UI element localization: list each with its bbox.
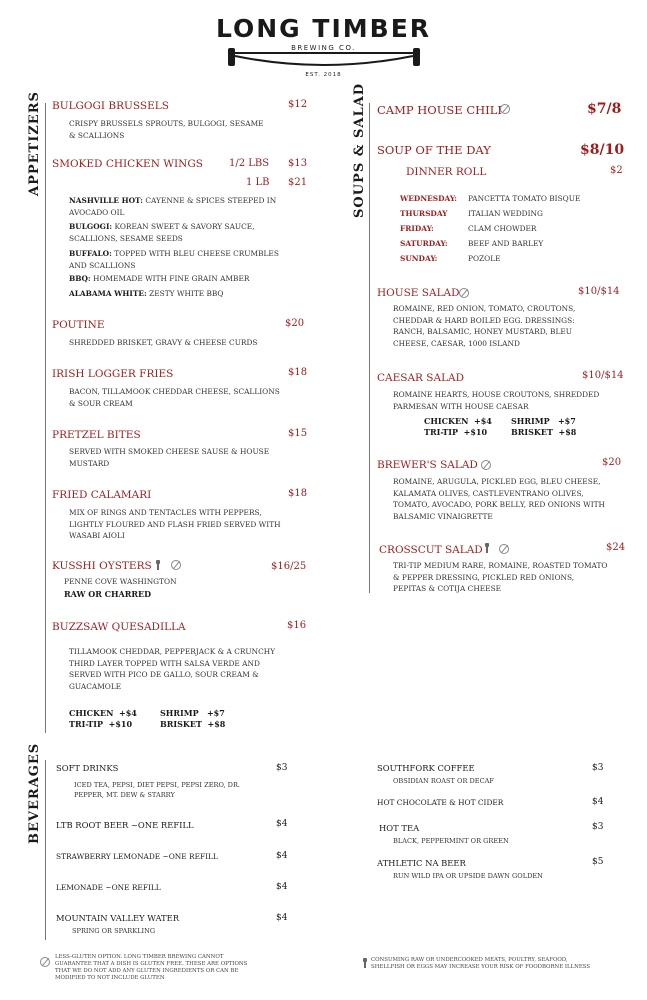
price-brewers-salad: $20 (602, 457, 622, 468)
item-crosscut-salad: CROSSCUT SALAD (379, 544, 483, 556)
soup-thursday: ITALIAN WEDDING (468, 209, 543, 218)
price-house-salad: $10/$14 (578, 286, 620, 297)
soup-day-saturday: SATURDAY: (400, 239, 448, 248)
soup-saturday: BEEF AND BARLEY (468, 239, 544, 248)
price-camp-house-chili: $7/8 (587, 101, 622, 117)
item-dinner-roll: DINNER ROLL (406, 166, 487, 178)
desc-brewers-salad: ROMAINE, ARUGULA, PICKLED EGG, BLEU CHEESE, KALAMATA OLIVES, CASTLEVENTRANO OLIVES, TOMATO, AVOCADO, PORK BELLY, RED ONIONS WITH BALSAMIC VINAIGRETTE (393, 477, 605, 521)
desc-house-salad: ROMAINE, RED ONION, TOMATO, CROUTONS, CHEDDAR & HARD BOILED EGG. DRESSINGS: RANCH, BALSAMIC, HONEY MUSTARD, BLEU CHEESE, CAESAR, 1000 ISLAND (393, 304, 576, 348)
price-crosscut-salad: $24 (606, 542, 626, 553)
bev-soft-drinks: SOFT DRINKS (56, 763, 119, 773)
item-house-salad: HOUSE SALAD (377, 287, 460, 299)
sauce-nashville: NASHVILLE HOT: CAYENNE & SPICES STEEPED IN AVOCADO OIL (69, 196, 277, 217)
beverages-divider (45, 760, 46, 940)
price-bulgogi-brussels: $12 (288, 99, 308, 110)
soup-day-wednesday: WEDNESDAY: (400, 194, 457, 203)
oysters-option: RAW OR CHARRED (64, 589, 152, 599)
caesar-addon-chicken: CHICKEN +$4 (424, 416, 492, 426)
price-wings-half: $13 (288, 158, 308, 169)
appetizers-divider (45, 103, 46, 733)
bev-southfork-coffee: SOUTHFORK COFFEE (377, 763, 475, 773)
gluten-free-icon (481, 460, 491, 470)
sauce-alabama: ALABAMA WHITE: ZESTY WHITE BBQ (69, 289, 224, 298)
bev-athletic-na-beer: ATHLETIC NA BEER (377, 858, 466, 868)
price-fried-calamari: $18 (288, 488, 308, 499)
saw-logo-icon (228, 40, 420, 72)
item-bulgogi-brussels: BULGOGI BRUSSELS (52, 100, 169, 112)
price-kusshi-oysters: $16/25 (271, 561, 307, 572)
desc-southfork-coffee: OBSIDIAN ROAST OR DECAF (393, 777, 494, 785)
item-poutine: POUTINE (52, 319, 105, 331)
desc-crosscut-salad: TRI-TIP MEDIUM RARE, ROMAINE, ROASTED TOMATO & PEPPER DRESSING, PICKLED RED ONIONS, PEPITAS & COTIJA CHEESE (393, 561, 608, 593)
desc-bulgogi-brussels: CRISPY BRUSSELS SPROUTS, BULGOGI, SESAME & SCALLIONS (69, 119, 264, 140)
raw-food-disclaimer: CONSUMING RAW OR UNDERCOOKED MEATS, POULTRY, SEAFOOD, SHELLFISH OR EGGS MAY INCREASE YOUR RISK OF FOODBORNE ILLNESS (371, 957, 591, 970)
item-smoked-wings: SMOKED CHICKEN WINGS (52, 158, 203, 170)
price-dinner-roll: $2 (610, 165, 623, 176)
price-caesar-salad: $10/$14 (582, 370, 624, 381)
soup-day-thursday: THURSDAY (400, 209, 448, 218)
wings-size-half: 1/2 LBS (229, 158, 270, 169)
brand-subtitle: BREWING CO. (291, 44, 356, 52)
bev-mountain-valley-water: MOUNTAIN VALLEY WATER (56, 913, 180, 923)
sauce-bbq: BBQ: HOMEMADE WITH FINE GRAIN AMBER (69, 274, 250, 283)
bev-root-beer: LTB ROOT BEER ~ONE REFILL (56, 820, 194, 830)
beverages-title: BEVERAGES (27, 742, 42, 844)
item-buzzsaw-quesadilla: BUZZSAW QUESADILLA (52, 621, 186, 633)
item-soup-of-day: SOUP OF THE DAY (377, 143, 491, 157)
soup-sunday: POZOLE (468, 254, 501, 263)
wings-size-full: 1 LB (246, 177, 270, 188)
desc-mountain-valley-water: SPRING OR SPARKLING (72, 927, 156, 935)
bev-hot-chocolate: HOT CHOCOLATE & HOT CIDER (377, 798, 504, 807)
price-pretzel-bites: $15 (288, 428, 308, 439)
gluten-free-icon (500, 104, 510, 114)
bev-hot-tea: HOT TEA (379, 823, 420, 833)
raw-warning-icon (157, 560, 159, 570)
desc-logger-fries: BACON, TILLAMOOK CHEDDAR CHEESE, SCALLIONS & SOUR CREAM (69, 387, 280, 408)
item-brewers-salad: BREWER'S SALAD (377, 459, 478, 471)
soups-salad-title: SOUPS & SALAD (352, 83, 367, 218)
desc-athletic-na-beer: RUN WILD IPA OR UPSIDE DAWN GOLDEN (393, 872, 543, 880)
gluten-free-icon (40, 957, 50, 967)
price-mountain-valley-water: $4 (276, 913, 288, 923)
caesar-addon-shrimp: SHRIMP +$7 (511, 416, 576, 426)
item-kusshi-oysters: KUSSHI OYSTERS (52, 560, 152, 572)
price-hot-tea: $3 (592, 822, 604, 832)
gluten-free-icon (499, 544, 509, 554)
price-southfork-coffee: $3 (592, 763, 604, 773)
desc-kusshi-oysters: PENNE COVE WASHINGTON (64, 577, 177, 586)
soup-day-friday: FRIDAY: (400, 224, 434, 233)
price-poutine: $20 (285, 318, 305, 329)
soup-wednesday: PANCETTA TOMATO BISQUE (468, 194, 581, 203)
item-fried-calamari: FRIED CALAMARI (52, 489, 152, 501)
bev-lemonade: LEMONADE ~ONE REFILL (56, 883, 161, 892)
sauce-bulgogi: BULGOGI: KOREAN SWEET & SAVORY SAUCE, SCALLIONS, SESAME SEEDS (69, 222, 255, 243)
desc-pretzel-bites: SERVED WITH SMOKED CHEESE SAUSE & HOUSE MUSTARD (69, 447, 270, 468)
addon-tri-tip: TRI-TIP +$10 (69, 719, 133, 729)
gluten-free-icon (171, 560, 181, 570)
price-strawberry-lemonade: $4 (276, 851, 288, 861)
desc-soft-drinks: ICED TEA, PEPSI, DIET PEPSI, PEPSI ZERO, DR. PEPPER, MT. DEW & STARRY (74, 781, 241, 799)
soup-day-sunday: SUNDAY: (400, 254, 438, 263)
caesar-addon-tri-tip: TRI-TIP +$10 (424, 427, 488, 437)
soups-salad-divider (369, 103, 370, 593)
price-hot-chocolate: $4 (592, 797, 604, 807)
addon-brisket: BRISKET +$8 (160, 719, 226, 729)
sauce-buffalo: BUFFALO: TOPPED WITH BLEU CHEESE CRUMBLES AND SCALLIONS (69, 249, 279, 270)
addon-chicken: CHICKEN +$4 (69, 708, 137, 718)
raw-warning-icon (364, 958, 366, 968)
item-camp-house-chili: CAMP HOUSE CHILI (377, 103, 502, 117)
soup-friday: CLAM CHOWDER (468, 224, 537, 233)
brand-title: LONG TIMBER (215, 14, 432, 43)
gluten-free-icon (459, 288, 469, 298)
gluten-disclaimer: LESS-GLUTEN OPTION. LONG TIMBER BREWING CANNOT GUARANTEE THAT A DISH IS GLUTEN FREE. THESE ARE OPTIONS THAT WE DO NOT ADD ANY GLUTEN INGREDIENTS OR CAN BE MODIFIED TO NOT INCLUDE GLUTEN (55, 954, 248, 981)
desc-hot-tea: BLACK, PEPPERMINT OR GREEN (393, 837, 509, 845)
price-athletic-na-beer: $5 (592, 857, 604, 867)
desc-caesar-salad: ROMAINE HEARTS, HOUSE CROUTONS, SHREDDED PARMESAN WITH HOUSE CAESAR (393, 390, 600, 411)
appetizers-title: APPETIZERS (27, 91, 42, 196)
price-logger-fries: $18 (288, 367, 308, 378)
price-wings-full: $21 (288, 177, 308, 188)
item-logger-fries: IRISH LOGGER FRIES (52, 368, 174, 380)
desc-poutine: SHREDDED BRISKET, GRAVY & CHEESE CURDS (69, 338, 258, 347)
desc-buzzsaw-quesadilla: TILLAMOOK CHEDDAR, PEPPERJACK & A CRUNCHY THIRD LAYER TOPPED WITH SALSA VERDE AND SERVED WITH PICO DE GALLO, SOUR CREAM & GUACAMOLE (69, 647, 276, 691)
established-year: EST. 2018 (305, 72, 342, 78)
item-caesar-salad: CAESAR SALAD (377, 372, 465, 384)
bev-strawberry-lemonade: STRAWBERRY LEMONADE ~ONE REFILL (56, 852, 218, 861)
caesar-addon-brisket: BRISKET +$8 (511, 427, 577, 437)
raw-warning-icon (486, 543, 488, 553)
item-pretzel-bites: PRETZEL BITES (52, 429, 141, 441)
price-root-beer: $4 (276, 819, 288, 829)
price-buzzsaw-quesadilla: $16 (287, 620, 307, 631)
price-lemonade: $4 (276, 882, 288, 892)
desc-fried-calamari: MIX OF RINGS AND TENTACLES WITH PEPPERS, LIGHTLY FLOURED AND FLASH FRIED SERVED WITH WASABI AIOLI (69, 508, 281, 540)
price-soft-drinks: $3 (276, 763, 288, 773)
price-soup-of-day: $8/10 (580, 142, 625, 158)
addon-shrimp: SHRIMP +$7 (160, 708, 225, 718)
